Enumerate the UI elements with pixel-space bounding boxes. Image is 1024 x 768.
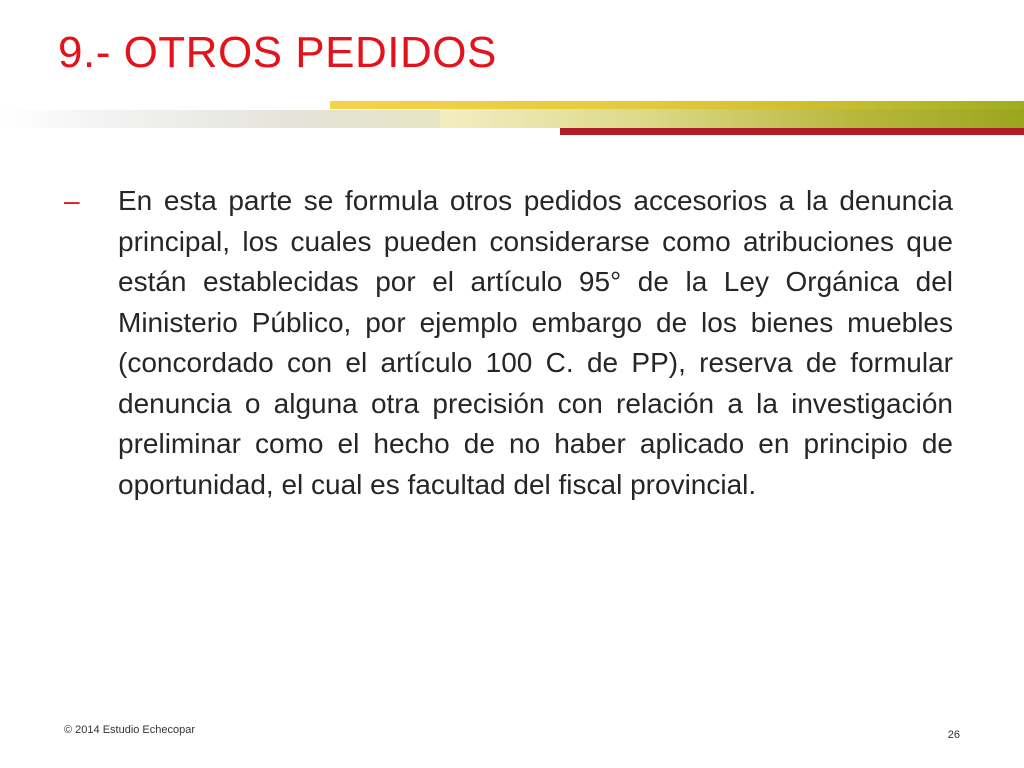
title-rule-yellow [330,101,1024,109]
title-rule-olive [440,109,1024,128]
footer-copyright: © 2014 Estudio Echecopar [64,724,196,736]
page-number: 26 [947,729,960,741]
title-rule-red [560,128,1024,135]
slide-title: 9.- OTROS PEDIDOS [58,28,497,77]
title-rule-gray [0,110,440,128]
body-paragraph: En esta parte se formula otros pedidos accesorios a la denuncia principal, los cuales pueden considerarse como atribuciones que están establecidas por el artículo 95° de la Ley Orgánica del Ministerio Público, por ejemplo embargo de los bienes muebles (concordado con el artículo 100 C. de PP), reserva de formular denuncia o alguna otra precisión con relación a la investigación preliminar como el hecho de no haber aplicado en principio de oportunidad, el cual es facultad del fiscal provincial. [118,185,953,500]
bullet-dash: – [64,185,80,216]
